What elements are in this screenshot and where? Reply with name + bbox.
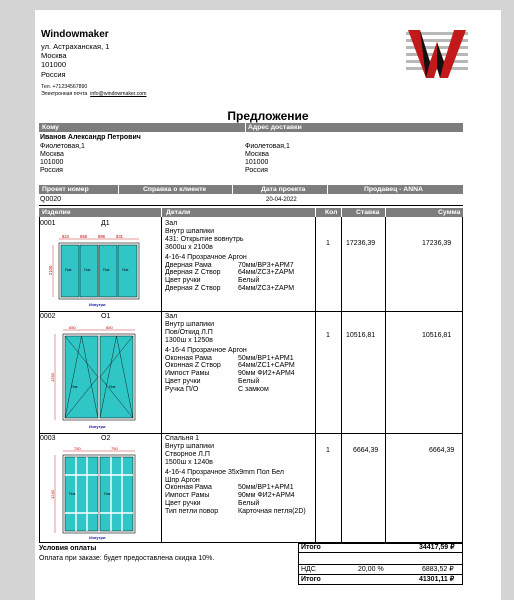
company-city: Москва bbox=[41, 51, 67, 60]
client-line: Москва bbox=[40, 151, 64, 158]
detail-line: Пов/Откид Л.П bbox=[165, 328, 213, 336]
dim-w: 750 bbox=[74, 446, 81, 451]
item-sum: 10516,81 bbox=[422, 332, 452, 339]
detail-line: Внутр шпапики bbox=[165, 442, 215, 450]
delivery-line: 101000 bbox=[245, 159, 269, 166]
delivery-header: Адрес доставки bbox=[248, 124, 302, 131]
dim-w: 886 bbox=[98, 234, 105, 239]
dim-h: 1240 bbox=[50, 490, 55, 499]
project-number-header: Проект номер bbox=[42, 186, 89, 193]
item-details bbox=[165, 435, 306, 516]
dim-h: 2100 bbox=[48, 265, 53, 275]
dim-w: 831 bbox=[116, 234, 123, 239]
item-rate: 6664,39 bbox=[353, 447, 379, 454]
seller-header: Продавец - ANNA bbox=[364, 186, 423, 193]
detail-line: 1500ш x 1240в bbox=[165, 458, 213, 466]
glass-line: 4-16-4 Прозрачное 35х9mm Пол Бел bbox=[165, 468, 284, 476]
total-value: 41301,11 ₽ bbox=[419, 576, 455, 583]
client-line: 101000 bbox=[40, 159, 64, 166]
dim-w: 750 bbox=[111, 446, 118, 451]
inside-label: Изнутри bbox=[89, 302, 106, 307]
svg-text:Пов: Пов bbox=[122, 268, 129, 272]
client-info-header: Справка о клиенте bbox=[143, 186, 207, 193]
qty-col-header: Кол bbox=[325, 209, 338, 216]
window-drawing-o2 bbox=[49, 447, 149, 543]
project-number: Q0020 bbox=[40, 196, 62, 203]
item-qty: 1 bbox=[326, 447, 330, 454]
company-email-row bbox=[41, 90, 146, 100]
to-header: Кому bbox=[42, 124, 59, 131]
client-line: Россия bbox=[40, 167, 63, 174]
client-line: Фиолетовая,1 bbox=[40, 143, 85, 150]
spec-row: Оконная Рама 50мм/ВР1+АРМ1 bbox=[165, 354, 294, 362]
details-col-header: Детали bbox=[166, 209, 191, 216]
spec-row: Тип петли повор Карточная петля(2D) bbox=[165, 508, 306, 516]
company-name: Windowmaker bbox=[41, 29, 109, 40]
document-title: Предложение bbox=[227, 109, 309, 123]
item-details bbox=[165, 220, 294, 293]
spec-row: Ручка П/О С замком bbox=[165, 386, 269, 394]
item-name: Д1 bbox=[101, 220, 110, 227]
spec-row: Импост Рамы 90мм ФИ2+АРМ4 bbox=[165, 492, 295, 500]
spec-row: Дверная Z Створ 64мм/ZC3+ZAPM bbox=[165, 285, 295, 293]
item-sum: 17236,39 bbox=[422, 240, 452, 247]
phone-label: Тел. bbox=[41, 84, 52, 90]
item-code: 0003 bbox=[40, 435, 56, 442]
project-date-header: Дата проекта bbox=[261, 186, 306, 193]
dim-w: 650 bbox=[106, 325, 113, 330]
detail-line: Внутр шпапики bbox=[165, 320, 215, 328]
delivery-line: Россия bbox=[245, 167, 268, 174]
detail-line: Створное Л.П bbox=[165, 450, 210, 458]
project-date: 20-04-2022 bbox=[266, 197, 297, 203]
spec-row: Цвет ручки Белый bbox=[165, 500, 260, 508]
dim-w: 824 bbox=[62, 234, 69, 239]
inside-label: Изнутри bbox=[89, 535, 106, 540]
detail-line: Зал bbox=[165, 220, 178, 227]
item-col-header: Изделие bbox=[42, 209, 71, 216]
items-header-bar bbox=[39, 208, 463, 217]
company-zip: 101000 bbox=[41, 60, 67, 69]
svg-text:Пов: Пов bbox=[69, 492, 76, 496]
rate-col-header: Ставка bbox=[356, 209, 380, 216]
item-code: 0001 bbox=[40, 220, 56, 227]
detail-line: 3600ш x 2100в bbox=[165, 243, 213, 251]
spec-row: Оконная Рама 50мм/ВР1+АРМ1 bbox=[165, 484, 294, 492]
window-drawing-o1 bbox=[49, 326, 149, 432]
detail-line: Спальня 1 bbox=[165, 435, 199, 442]
inside-label: Изнутри bbox=[89, 424, 106, 429]
item-rate: 17236,39 bbox=[346, 240, 376, 247]
delivery-line: Москва bbox=[245, 151, 269, 158]
svg-text:Пов: Пов bbox=[71, 385, 78, 389]
vat-label: НДС bbox=[301, 566, 316, 573]
spec-row: Цвет ручки Белый bbox=[165, 277, 260, 285]
vat-value: 6883,52 ₽ bbox=[422, 566, 454, 573]
sum-col-header: Сумма bbox=[438, 209, 461, 216]
proposal-document bbox=[35, 10, 501, 600]
vat-rate: 20,00 % bbox=[358, 566, 384, 573]
spec-row: Цвет ручки Белый bbox=[165, 378, 260, 386]
terms-text: Оплата при заказе: будет предоставлена скидка 10%. bbox=[39, 555, 215, 562]
terms-title: Условия оплаты bbox=[39, 545, 97, 552]
detail-line: Зал bbox=[165, 313, 178, 320]
dim-h: 1250 bbox=[50, 373, 55, 382]
subtotal-value: 34417,59 ₽ bbox=[419, 544, 455, 551]
item-sum: 6664,39 bbox=[429, 447, 455, 454]
company-logo bbox=[406, 28, 468, 80]
window-drawing-d1 bbox=[49, 235, 149, 309]
detail-line: Внутр шпапики bbox=[165, 227, 215, 235]
item-rate: 10516,81 bbox=[346, 332, 376, 339]
dim-w: 650 bbox=[69, 325, 76, 330]
svg-text:Пов: Пов bbox=[104, 492, 111, 496]
company-country: Россия bbox=[41, 70, 66, 79]
email-link[interactable]: info@windowmaker.com bbox=[90, 91, 147, 97]
item-name: О2 bbox=[101, 435, 111, 442]
glass-line: Шпр Аргон bbox=[165, 476, 200, 484]
item-code: 0002 bbox=[40, 313, 56, 320]
total-label: Итого bbox=[301, 576, 321, 583]
item-details bbox=[165, 313, 295, 394]
project-header-bar bbox=[39, 185, 463, 194]
glass-line: 4-16-4 Прозрачное Аргон bbox=[165, 253, 247, 261]
svg-text:Пов: Пов bbox=[109, 385, 116, 389]
detail-line: 1300ш x 1250в bbox=[165, 336, 213, 344]
svg-text:Пов: Пов bbox=[103, 268, 110, 272]
item-qty: 1 bbox=[326, 332, 330, 339]
svg-text:Пов: Пов bbox=[84, 268, 91, 272]
recipient-header-bar bbox=[39, 123, 463, 132]
item-qty: 1 bbox=[326, 240, 330, 247]
client-name: Иванов Александр Петрович bbox=[40, 134, 141, 141]
dim-w: 659 bbox=[80, 234, 87, 239]
detail-line: 431: Открытие вовнутрь bbox=[165, 235, 244, 243]
phone-value: +71234567890 bbox=[52, 84, 88, 90]
svg-text:Пов: Пов bbox=[65, 268, 72, 272]
glass-line: 4-16-4 Прозрачное Аргон bbox=[165, 346, 247, 354]
spec-row: Дверная Рама 70мм/ВР3+АРМ7 bbox=[165, 261, 294, 269]
spec-row: Импост Рамы 90мм ФИ2+АРМ4 bbox=[165, 370, 295, 378]
spec-row: Оконная Z Створ 64мм/ZC1+САРМ bbox=[165, 362, 295, 370]
subtotal-label: Итого bbox=[301, 544, 321, 551]
spec-row: Дверная Z Створ 64мм/ZC3+ZAPM bbox=[165, 269, 295, 277]
delivery-line: Фиолетовая,1 bbox=[245, 143, 290, 150]
email-label: Электронная почта bbox=[41, 91, 88, 97]
company-street: ул. Астраханская, 1 bbox=[41, 42, 110, 51]
item-name: О1 bbox=[101, 313, 111, 320]
